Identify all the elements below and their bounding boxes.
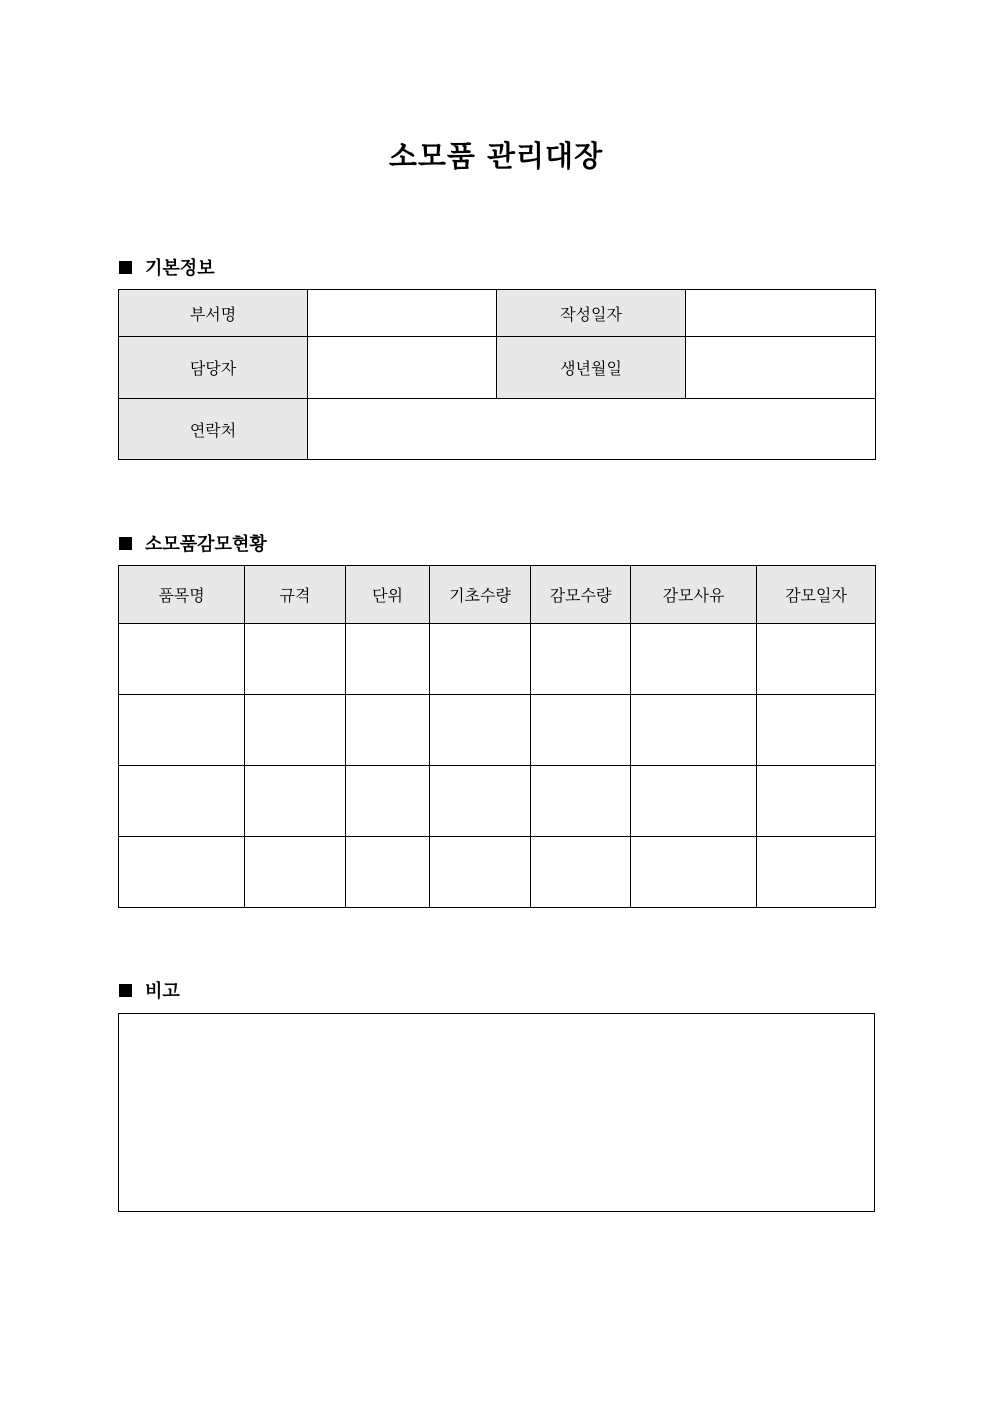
department-label: 부서명 <box>119 290 308 337</box>
table-cell[interactable] <box>346 766 430 837</box>
remarks-heading-text: 비고 <box>145 981 180 1002</box>
table-cell[interactable] <box>430 766 531 837</box>
table-cell[interactable] <box>631 624 757 695</box>
consumables-table <box>118 565 876 908</box>
manager-label: 담당자 <box>119 337 308 399</box>
table-cell[interactable] <box>346 695 430 766</box>
table-cell[interactable] <box>245 695 346 766</box>
table-cell[interactable] <box>119 624 245 695</box>
basic-info-table <box>118 289 876 460</box>
basic-info-heading <box>119 254 215 280</box>
table-cell[interactable] <box>346 624 430 695</box>
basic-info-heading-text: 기본정보 <box>145 258 215 279</box>
table-cell[interactable] <box>430 837 531 908</box>
contact-label: 연락처 <box>119 399 308 460</box>
birth-date-field[interactable] <box>686 337 876 399</box>
table-cell[interactable] <box>119 695 245 766</box>
column-header-item-name: 품목명 <box>119 566 245 624</box>
table-cell[interactable] <box>757 624 876 695</box>
column-header-loss-quantity: 감모수량 <box>531 566 631 624</box>
table-cell[interactable] <box>531 766 631 837</box>
remarks-heading <box>119 977 180 1003</box>
table-cell[interactable] <box>430 695 531 766</box>
square-bullet-icon <box>119 984 132 997</box>
table-row <box>119 624 876 695</box>
table-row <box>119 766 876 837</box>
table-cell[interactable] <box>245 837 346 908</box>
square-bullet-icon <box>119 537 132 550</box>
table-cell[interactable] <box>531 837 631 908</box>
table-cell[interactable] <box>245 766 346 837</box>
table-cell[interactable] <box>430 624 531 695</box>
table-cell[interactable] <box>245 624 346 695</box>
page-title: 소모품 관리대장 <box>388 139 604 173</box>
table-cell[interactable] <box>631 766 757 837</box>
remarks-field[interactable] <box>118 1013 875 1212</box>
column-header-loss-reason: 감모사유 <box>631 566 757 624</box>
table-cell[interactable] <box>757 766 876 837</box>
table-cell[interactable] <box>757 695 876 766</box>
table-cell[interactable] <box>119 837 245 908</box>
table-cell[interactable] <box>531 624 631 695</box>
table-cell[interactable] <box>757 837 876 908</box>
birth-date-label: 생년월일 <box>497 337 686 399</box>
date-written-label: 작성일자 <box>497 290 686 337</box>
contact-field[interactable] <box>308 399 876 460</box>
consumables-heading-text: 소모품감모현황 <box>145 534 267 555</box>
column-header-unit: 단위 <box>346 566 430 624</box>
consumables-heading <box>119 530 267 556</box>
table-row <box>119 695 876 766</box>
table-cell[interactable] <box>631 837 757 908</box>
table-cell[interactable] <box>631 695 757 766</box>
table-cell[interactable] <box>531 695 631 766</box>
table-row <box>119 837 876 908</box>
manager-field[interactable] <box>308 337 497 399</box>
table-cell[interactable] <box>346 837 430 908</box>
table-cell[interactable] <box>119 766 245 837</box>
column-header-spec: 규격 <box>245 566 346 624</box>
square-bullet-icon <box>119 261 132 274</box>
date-written-field[interactable] <box>686 290 876 337</box>
department-field[interactable] <box>308 290 497 337</box>
column-header-base-quantity: 기초수량 <box>430 566 531 624</box>
column-header-loss-date: 감모일자 <box>757 566 876 624</box>
